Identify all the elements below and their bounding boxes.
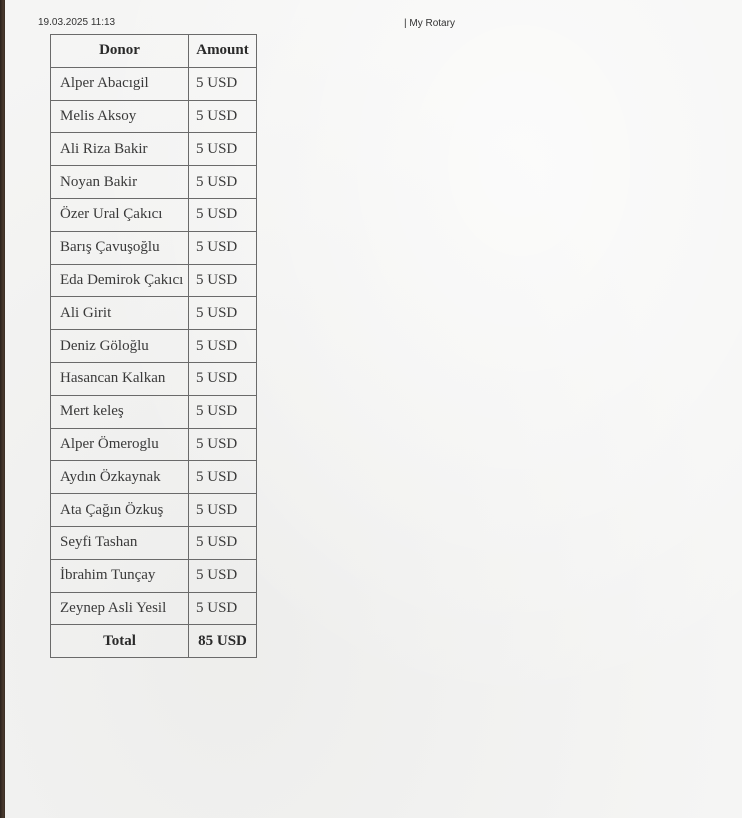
amount-cell: 5 USD [189, 592, 257, 625]
table-row [51, 100, 257, 133]
amount-cell: 5 USD [189, 231, 257, 264]
total-row [51, 625, 257, 658]
amount-cell: 5 USD [189, 330, 257, 363]
donor-table [50, 34, 257, 658]
amount-cell: 5 USD [189, 362, 257, 395]
table-row [51, 297, 257, 330]
donor-name-cell: Eda Demirok Çakıcı [51, 264, 189, 297]
table-row [51, 362, 257, 395]
print-site-title: | My Rotary [404, 18, 455, 29]
amount-cell: 5 USD [189, 133, 257, 166]
donor-name-cell: Alper Ömeroglu [51, 428, 189, 461]
table-row [51, 461, 257, 494]
total-label: Total [51, 625, 189, 658]
table-row [51, 428, 257, 461]
column-header-donor: Donor [51, 35, 189, 68]
table-row [51, 494, 257, 527]
donor-name-cell: Ali Riza Bakir [51, 133, 189, 166]
donor-name-cell: İbrahim Tunçay [51, 559, 189, 592]
amount-cell: 5 USD [189, 428, 257, 461]
paper-page [5, 0, 742, 818]
column-header-amount: Amount [189, 35, 257, 68]
donor-name-cell: Hasancan Kalkan [51, 362, 189, 395]
donor-name-cell: Özer Ural Çakıcı [51, 198, 189, 231]
amount-cell: 5 USD [189, 494, 257, 527]
table-row [51, 166, 257, 199]
donor-name-cell: Ali Girit [51, 297, 189, 330]
amount-cell: 5 USD [189, 297, 257, 330]
table-row [51, 559, 257, 592]
donor-name-cell: Barış Çavuşoğlu [51, 231, 189, 264]
donor-name-cell: Aydın Özkaynak [51, 461, 189, 494]
amount-cell: 5 USD [189, 67, 257, 100]
donor-name-cell: Seyfi Tashan [51, 526, 189, 559]
table-row [51, 198, 257, 231]
table-row [51, 231, 257, 264]
amount-cell: 5 USD [189, 264, 257, 297]
amount-cell: 5 USD [189, 166, 257, 199]
table-row [51, 330, 257, 363]
table-header-row [51, 35, 257, 68]
donor-name-cell: Mert keleş [51, 395, 189, 428]
total-amount: 85 USD [189, 625, 257, 658]
donor-name-cell: Alper Abacıgil [51, 67, 189, 100]
amount-cell: 5 USD [189, 395, 257, 428]
donor-name-cell: Deniz Göloğlu [51, 330, 189, 363]
donor-name-cell: Noyan Bakir [51, 166, 189, 199]
amount-cell: 5 USD [189, 461, 257, 494]
amount-cell: 5 USD [189, 198, 257, 231]
amount-cell: 5 USD [189, 559, 257, 592]
donor-name-cell: Melis Aksoy [51, 100, 189, 133]
table-row [51, 526, 257, 559]
table-row [51, 592, 257, 625]
amount-cell: 5 USD [189, 100, 257, 133]
donor-name-cell: Ata Çağın Özkuş [51, 494, 189, 527]
amount-cell: 5 USD [189, 526, 257, 559]
table-row [51, 395, 257, 428]
donor-name-cell: Zeynep Asli Yesil [51, 592, 189, 625]
table-row [51, 133, 257, 166]
print-datetime: 19.03.2025 11:13 [38, 17, 116, 28]
table-row [51, 67, 257, 100]
table-row [51, 264, 257, 297]
